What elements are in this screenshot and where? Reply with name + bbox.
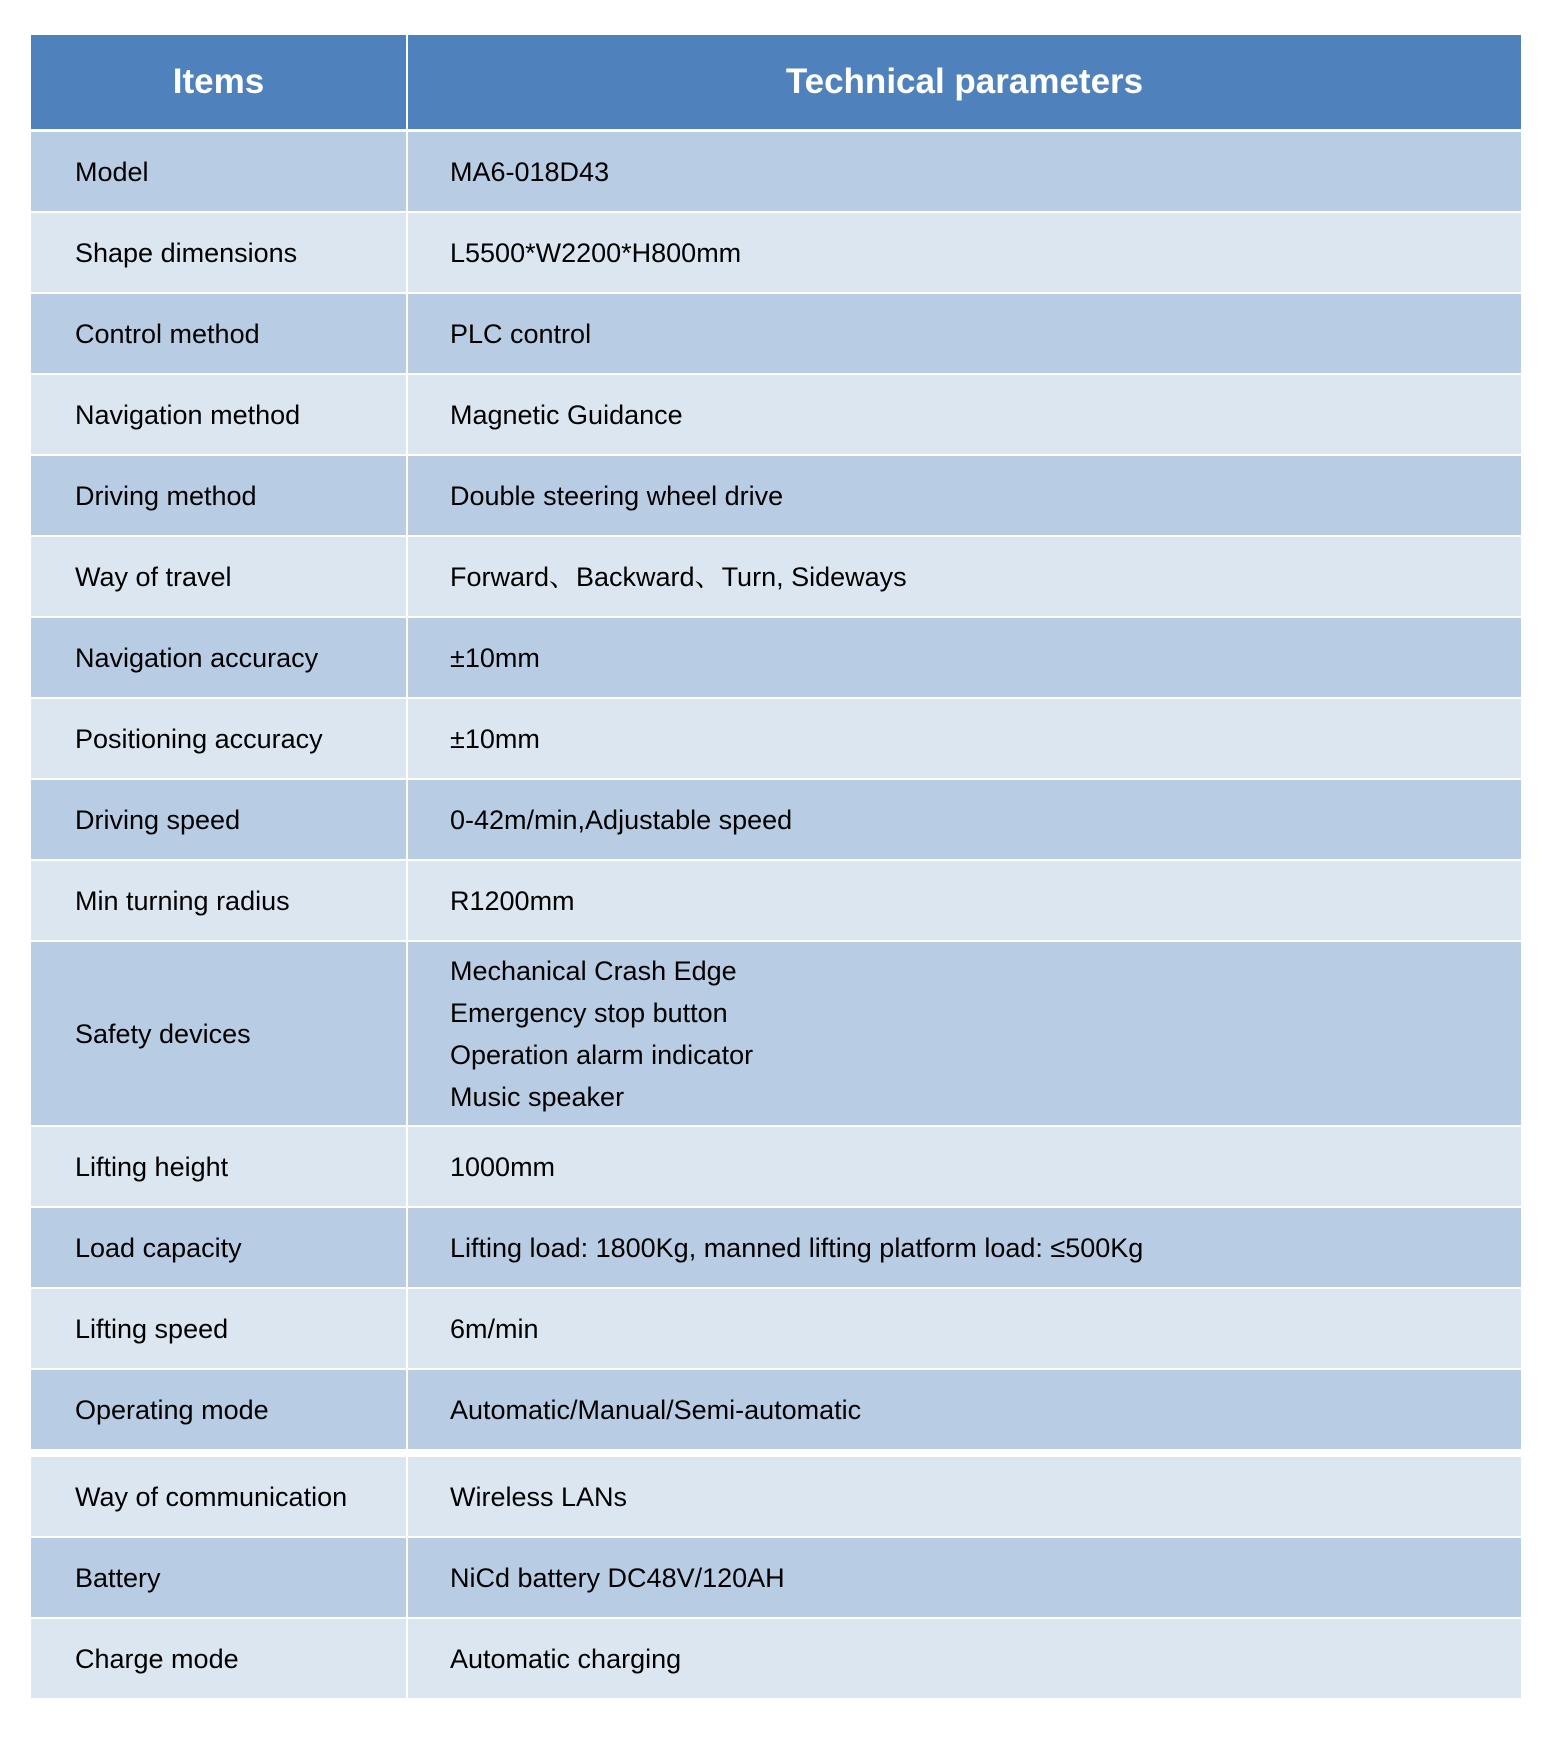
value-cell: ±10mm [407,617,1521,698]
value-cell: NiCd battery DC48V/120AH [407,1537,1521,1618]
value-line: Music speaker [450,1081,625,1112]
table-row [31,941,1521,1126]
table-row [31,374,1521,455]
item-cell: Way of travel [31,536,407,617]
item-cell: Lifting speed [31,1288,407,1369]
spec-table [31,35,1521,1700]
value-cell: Automatic/Manual/Semi-automatic [407,1369,1521,1453]
item-cell: Driving speed [31,779,407,860]
table-row [31,1537,1521,1618]
item-cell: Driving method [31,455,407,536]
item-cell: Safety devices [31,941,407,1126]
item-cell: Load capacity [31,1207,407,1288]
table-row [31,1618,1521,1699]
value-cell: 6m/min [407,1288,1521,1369]
value-cell: ±10mm [407,698,1521,779]
table-row [31,617,1521,698]
value-cell: 1000mm [407,1126,1521,1207]
item-cell: Control method [31,293,407,374]
value-cell: PLC control [407,293,1521,374]
table-row [31,1453,1521,1537]
item-cell: Navigation method [31,374,407,455]
item-cell: Operating mode [31,1369,407,1453]
item-cell: Way of communication [31,1453,407,1537]
table-row [31,131,1521,213]
table-row [31,212,1521,293]
item-cell: Positioning accuracy [31,698,407,779]
item-cell: Model [31,131,407,213]
item-cell: Min turning radius [31,860,407,941]
value-cell: Forward、Backward、Turn, Sideways [407,536,1521,617]
value-cell: 0-42m/min,Adjustable speed [407,779,1521,860]
item-cell: Lifting height [31,1126,407,1207]
table-row [31,1369,1521,1453]
table-row [31,536,1521,617]
value-cell: Wireless LANs [407,1453,1521,1537]
value-cell: Magnetic Guidance [407,374,1521,455]
table-row [31,455,1521,536]
value-cell: MA6-018D43 [407,131,1521,213]
table-row [31,293,1521,374]
item-cell: Charge mode [31,1618,407,1699]
table-row [31,1126,1521,1207]
value-cell [407,941,1521,1126]
table-row [31,860,1521,941]
value-cell: L5500*W2200*H800mm [407,212,1521,293]
header-row [31,35,1521,131]
item-cell: Navigation accuracy [31,617,407,698]
item-cell: Shape dimensions [31,212,407,293]
header-technical-parameters: Technical parameters [407,35,1521,131]
value-cell: R1200mm [407,860,1521,941]
value-cell: Lifting load: 1800Kg, manned lifting platform load: ≤500Kg [407,1207,1521,1288]
value-line: Emergency stop button [450,997,728,1028]
item-cell: Battery [31,1537,407,1618]
header-items: Items [31,35,407,131]
value-cell: Automatic charging [407,1618,1521,1699]
table-row [31,779,1521,860]
value-line: Operation alarm indicator [450,1039,754,1070]
table-row [31,698,1521,779]
value-line: Mechanical Crash Edge [450,955,737,986]
table-row [31,1207,1521,1288]
table-row [31,1288,1521,1369]
value-cell: Double steering wheel drive [407,455,1521,536]
